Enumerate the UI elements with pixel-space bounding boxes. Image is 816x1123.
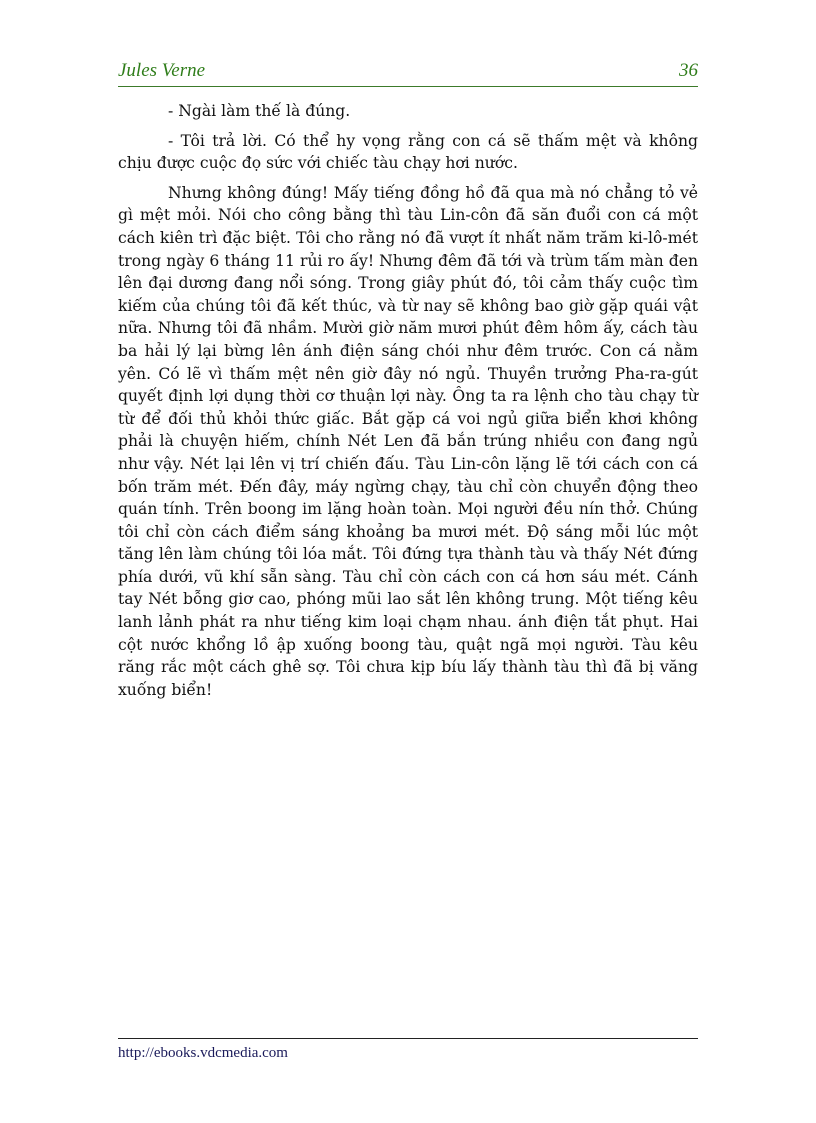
paragraph: - Ngài làm thế là đúng. [168, 102, 351, 120]
paragraph: - Tôi trả lời. Có thể hy vọng rằng con cá sẽ thấm mệt và không chịu được cuộc đọ sức với chiếc tàu chạy hơi nước. [118, 131, 698, 173]
page-header [118, 58, 698, 87]
header-author: Jules Verne [118, 60, 206, 81]
footer-url[interactable]: http://ebooks.vdcmedia.com [118, 1045, 288, 1061]
paragraph: Nhưng không đúng! Mấy tiếng đồng hồ đã qua mà nó chẳng tỏ vẻ gì mệt mỏi. Nói cho công bằng thì tàu Lin-côn đã săn đuổi con cá một cách kiên trì đặc biệt. Tôi cho rằng nó đã vượt ít nhất năm trăm ki-lô-mét trong ngày 6 tháng 11 rủi ro ấy! Nhưng đêm đã tới và trùm tấm màn đen lên đại dương đang nổi sóng. Trong giây phút đó, tôi cảm thấy cuộc tìm kiếm của chúng tôi đã kết thúc, và từ nay sẽ không bao giờ gặp quái vật nữa. Nhưng tôi đã nhầm. Mười giờ năm mươi phút đêm hôm ấy, cách tàu ba hải lý lại bừng lên ánh điện sáng chói như đêm trước. Con cá nằm yên. Có lẽ vì thấm mệt nên giờ đây nó ngủ. Thuyền trưởng Pha-ra-gút quyết định lợi dụng thời cơ thuận lợi này. Ông ta ra lệnh cho tàu chạy từ từ để đối thủ khỏi thức giấc. Bắt gặp cá voi ngủ giữa biển khơi không phải là chuyện hiếm, chính Nét Len đã bắn trúng nhiều con đang ngủ như vậy. Nét lại lên vị trí chiến đấu. Tàu Lin-côn lặng lẽ tới cách con cá bốn trăm mét. Đến đây, máy ngừng chạy, tàu chỉ còn chuyển động theo quán tính. Trên boong im lặng hoàn toàn. Mọi người đều nín thở. Chúng tôi chỉ còn cách điểm sáng khoảng ba mươi mét. Độ sáng mỗi lúc một tăng lên làm chúng tôi lóa mắt. Tôi đứng tựa thành tàu và thấy Nét đứng phía dưới, vũ khí sẵn sàng. Tàu chỉ còn cách con cá hơn sáu mét. Cánh tay Nét bỗng giơ cao, phóng mũi lao sắt lên không trung. Một tiếng kêu lanh lảnh phát ra như tiếng kim loại chạm nhau. ánh điện tắt phụt. Hai cột nước khổng lồ ập xuống boong tàu, quật ngã mọi người. Tàu kêu răng rắc một cách ghê sợ. Tôi chưa kịp bíu lấy thành tàu thì đã bị văng xuống biển! [118, 183, 698, 699]
body-text [118, 100, 698, 708]
footer-divider [118, 1038, 698, 1039]
page-number: 36 [679, 60, 698, 81]
